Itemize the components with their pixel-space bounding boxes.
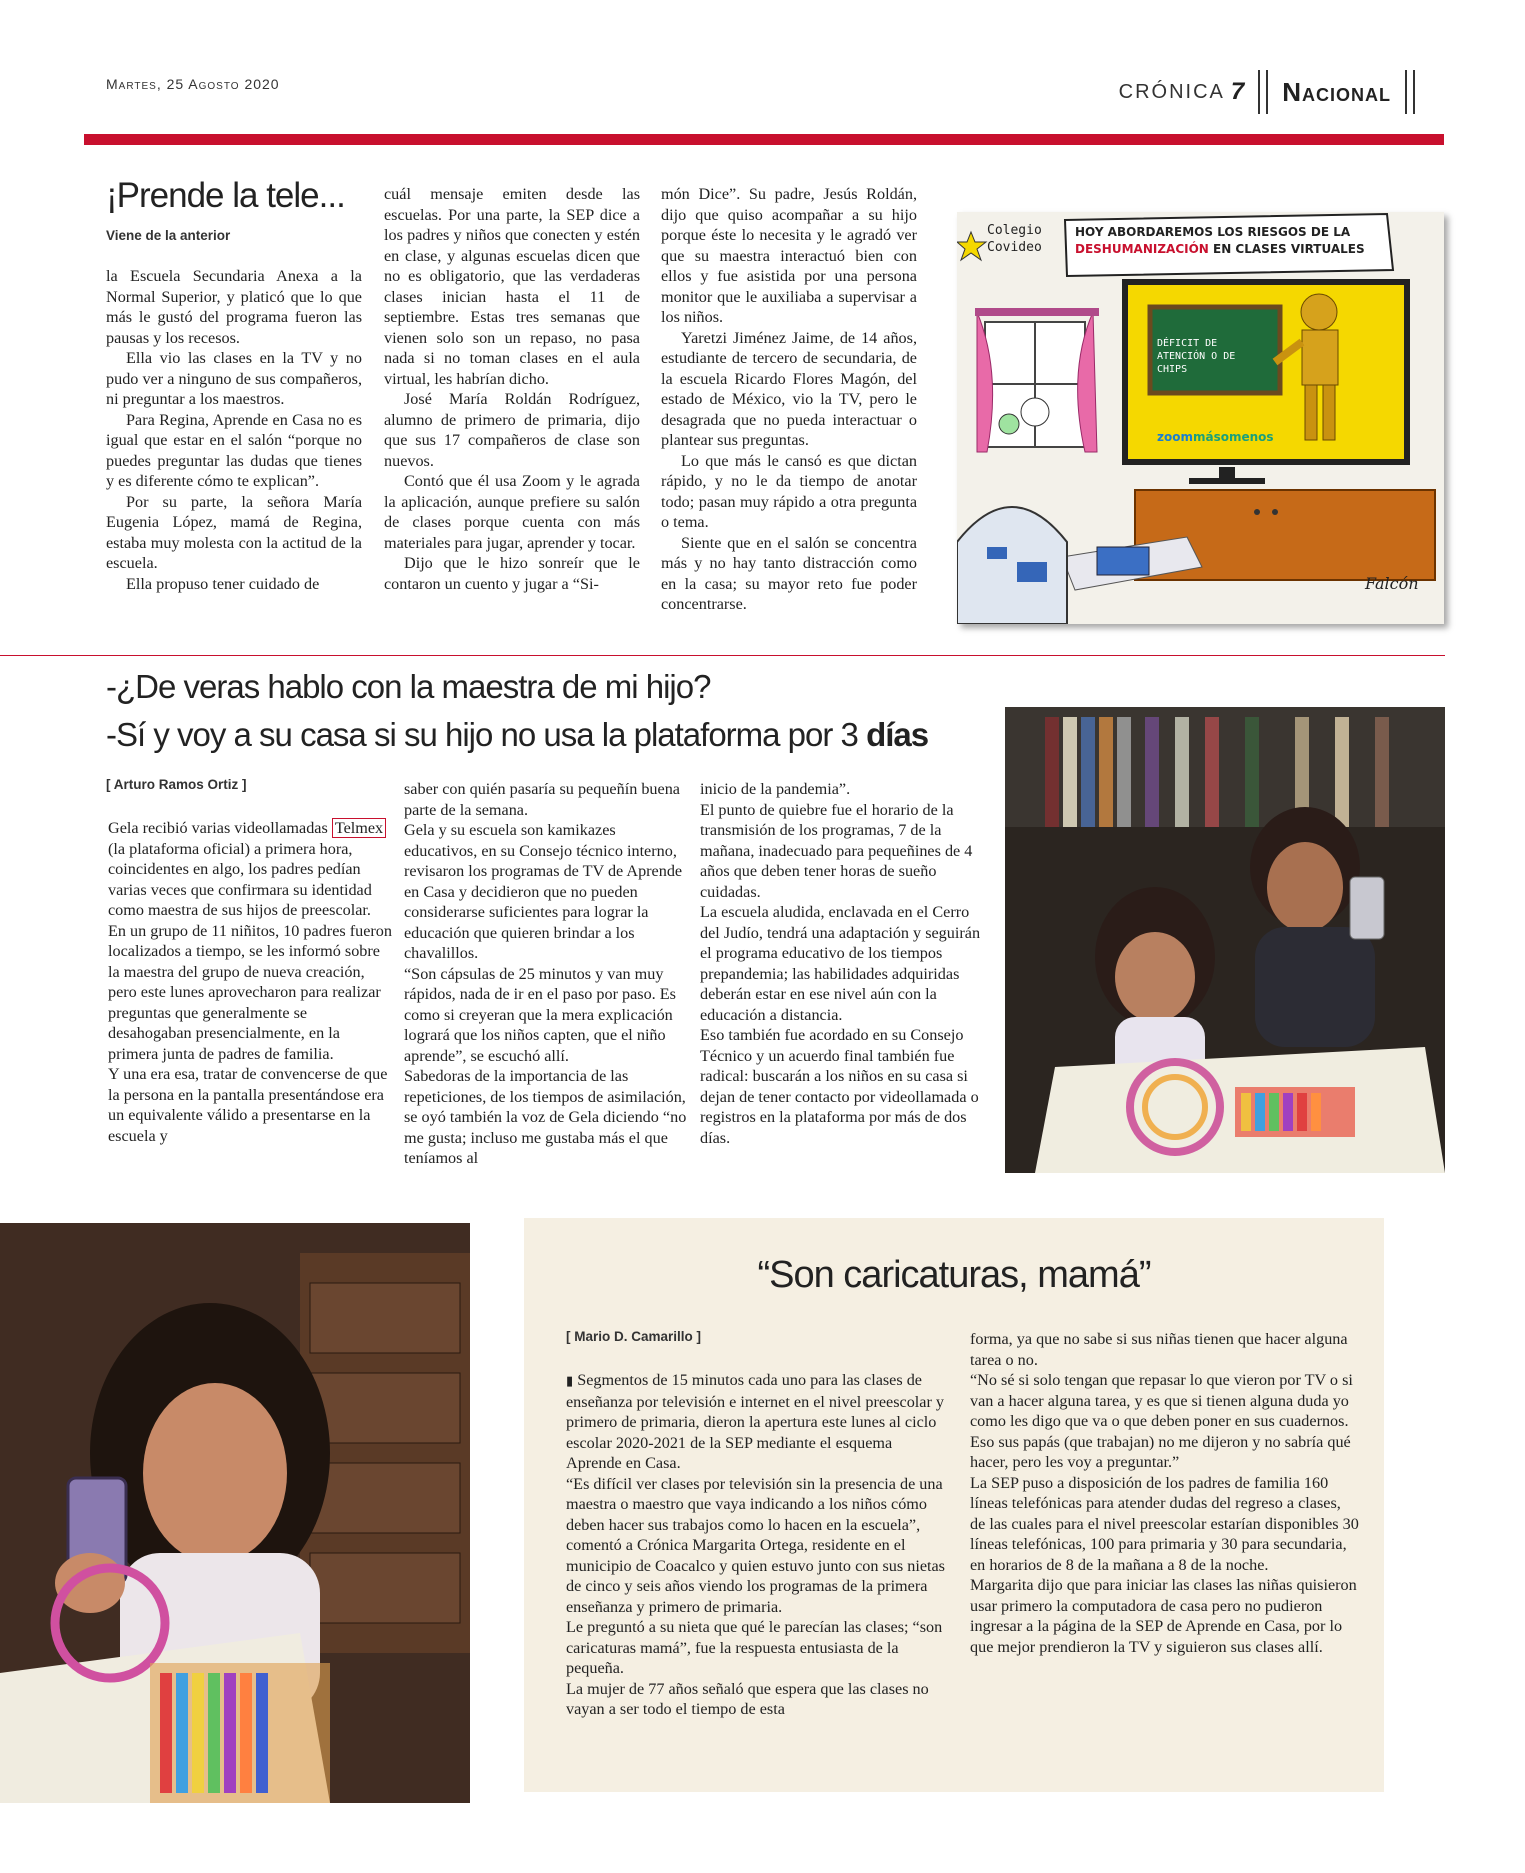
article2-col3 xyxy=(700,779,990,1148)
article2-col1 xyxy=(108,818,392,1146)
section-separator xyxy=(0,655,1445,656)
paragraph: món Dice”. Su padre, Jesús Roldán, dijo que quiso acompañar a su hijo porque éste lo necesita y le agradó ver que su maestra interactuó bien con ellos y fue asistida por una persona monitor que le auxiliaba a supervisar a los niños. xyxy=(661,185,917,326)
paragraph: Le preguntó a su nieta que qué le parecían las clases; “son caricaturas mamá”, fue la respuesta entusiasta de la pequeña. xyxy=(566,1618,943,1677)
article3-col1 xyxy=(566,1370,951,1720)
article1-title: ¡Prende la tele... xyxy=(106,176,345,215)
article1-col3 xyxy=(661,184,917,615)
divider-bars xyxy=(1258,70,1268,114)
paragraph: La SEP puso a disposición de los padres de familia 160 líneas telefónicas para atender dudas del regreso a clases, de las cuales para el nivel preescolar estarían disponibles 30 líneas telefónicas, 100 para primaria y 30 para secundaria, en horarios de 8 de la mañana a 8 de la noche. xyxy=(970,1473,1359,1574)
page-date: Martes, 25 Agosto 2020 xyxy=(106,76,280,92)
photo-child-phone-image xyxy=(0,1223,470,1803)
paragraph: Yaretzi Jiménez Jaime, de 14 años, estudiante de tercero de secundaria, de la escuela Ricardo Flores Magón, del estado de México, vio la TV, pero le desagrada que no pueda interactuar o plantear sus preguntas. xyxy=(661,328,917,449)
article3-byline: [ Mario D. Camarillo ] xyxy=(566,1329,702,1344)
paragraph: Ella vio las clases en la TV y no pudo ver a ninguno de sus compañeros, ni preguntar a los maestros. xyxy=(106,349,362,408)
paragraph: Por su parte, la señora María Eugenia López, mamá de Regina, estaba muy molesta con la actitud de la escuela. xyxy=(106,492,362,572)
page-number: 7 xyxy=(1230,78,1245,105)
cartoon-screen-brand xyxy=(1157,430,1274,444)
cartoon-drawing xyxy=(957,212,1444,624)
article1-col1 xyxy=(106,266,362,594)
text: Segmentos de 15 minutos cada uno para las clases de enseñanza por televisión e internet en el nivel preescolar y primero de primaria, dieron la apertura este lunes al ciclo escolar 2020-2021 de la SEP mediante el esquema Aprende en Casa. xyxy=(566,1371,944,1472)
title-line2-bold: días xyxy=(866,716,929,753)
brand-b: másomenos xyxy=(1192,430,1274,444)
section-name: Nacional xyxy=(1282,76,1391,107)
article2-col2 xyxy=(404,779,692,1169)
masthead xyxy=(1119,70,1415,114)
article3-title: “Son caricaturas, mamá” xyxy=(757,1254,1151,1296)
paragraph: La mujer de 77 años señaló que espera que las clases no vayan a ser todo el tiempo de esta xyxy=(566,1679,929,1718)
article2-title-line2 xyxy=(106,716,928,754)
paragraph: José María Roldán Rodríguez, alumno de primero de primaria, dijo que sus 17 compañeros de clase son nuevos. xyxy=(384,390,640,470)
paragraph: Ella propuso tener cuidado de xyxy=(126,574,320,593)
paragraph: Contó que él usa Zoom y le agrada la aplicación, aunque prefiere su salón de clases porque cuenta con más materiales para jugar, aprender y tocar. xyxy=(384,472,640,552)
paragraph: En un grupo de 11 niñitos, 10 padres fueron localizados a tiempo, se les informó sobre la maestra del grupo de nueva creación, pero este lunes aprovecharon para realizar preguntas que generalmente se desahogaban presencialmente, en la primera junta de padres de familia. xyxy=(108,921,392,1063)
paragraph: inicio de la pandemia”. xyxy=(700,780,851,798)
cartoon-school: Colegio Covideo xyxy=(987,223,1042,255)
paragraph: Gela y su escuela son kamikazes educativos, en su Consejo técnico interno, revisaron los programas de TV de Aprende en Casa y decidieron que no pueden considerarse suficientes para lograr la educación que quieren brindar a los chavalillos. xyxy=(404,821,683,962)
brand-a: zoom xyxy=(1157,430,1193,444)
publication-name: CRÓNICA xyxy=(1118,80,1225,103)
article2-title-line1: -¿De veras hablo con la maestra de mi hijo? xyxy=(106,668,711,705)
article2-byline: [ Arturo Ramos Ortiz ] xyxy=(106,777,247,792)
header-red-bar xyxy=(84,134,1444,145)
paragraph xyxy=(566,1370,951,1474)
article3-col2 xyxy=(970,1329,1360,1657)
divider-bars-right xyxy=(1405,70,1415,114)
caption-part-a: HOY ABORDAREMOS LOS RIESGOS DE LA xyxy=(1075,225,1351,239)
telmex-highlight: Telmex xyxy=(332,818,386,838)
paragraph: saber con quién pasaría su pequeñín buena parte de la semana. xyxy=(404,780,680,819)
paragraph: Sabedoras de la importancia de las repeticiones, de los tiempos de asimilación, se oyó también la voz de Gela diciendo “no me gusta; incluso me gustaba más el que teníamos al xyxy=(404,1067,687,1167)
paragraph: “Son cápsulas de 25 minutos y van muy rápidos, nada de ir en el paso por paso. Es como si creyeran que la mera explicación logrará que los niños capten, que el niño aprende”, se escuchó allí. xyxy=(404,964,676,1065)
text: Gela recibió varias videollamadas xyxy=(108,819,328,837)
bullet-icon: ▮ xyxy=(566,1373,574,1388)
paragraph: Para Regina, Aprende en Casa no es igual que estar en el salón “porque no puedes preguntar las dudas que tienes y es diferente cómo te explican”. xyxy=(106,410,362,490)
photo-child-coloring xyxy=(1005,707,1445,1173)
caption-part-b: EN CLASES VIRTUALES xyxy=(1213,242,1365,256)
paragraph: El punto de quiebre fue el horario de la transmisión de los programas, 7 de la mañana, inadecuado para pequeñines de 4 años que deben tener horas de sueño cuidadas. xyxy=(700,800,973,901)
paragraph: “No sé si solo tengan que repasar lo que vieron por TV o si van a hacer alguna tarea, y es que si tienen alguna duda yo como les digo que va o que deben poner en sus cuadernos. Eso sus papás (que trabajan) no me dijeron y no sabría qué hacer, pero les voy a preguntar.” xyxy=(970,1371,1353,1471)
cartoon-caption xyxy=(1075,224,1385,258)
paragraph: Dijo que le hizo sonreír que le contaron un cuento y jugar a “Si- xyxy=(384,554,640,593)
caption-highlight: DESHUMANIZACIÓN xyxy=(1075,242,1209,256)
title-line2-text: -Sí y voy a su casa si su hijo no usa la plataforma por 3 xyxy=(106,716,858,753)
paragraph xyxy=(108,818,392,921)
cartoon-signature: Falcón xyxy=(1365,574,1419,593)
paragraph: Eso también fue acordado en su Consejo Técnico y un acuerdo final también fue radical: buscarán a los niños en su casa si dejan de tener contacto por videollamada o registros en la plataforma por más de dos días. xyxy=(700,1026,979,1147)
paragraph: Y una era esa, tratar de convencerse de que la persona en la pantalla presentándose era un equivalente válido a presentarse en la escuela y xyxy=(108,1065,388,1145)
paragraph: forma, ya que no sabe si sus niñas tienen que hacer alguna tarea o no. xyxy=(970,1330,1348,1369)
paragraph: Lo que más le cansó es que dictan rápido, y no le da tiempo de anotar todo; pasan muy rápido a otra pregunta o tema. xyxy=(661,451,917,531)
byline-name: Mario D. Camarillo xyxy=(574,1329,693,1344)
paragraph: cuál mensaje emiten desde las escuelas. Por una parte, la SEP dice a los padres y niños que conecten y estén en clase, y algunas escuelas dicen que no es obligatorio, que las verdaderas clases inician hasta el 11 de septiembre. Estas tres semanas que vienen solo son un repaso, no pasa nada si no toman clases en el aula virtual, les habrían dicho. xyxy=(384,185,640,388)
paragraph: Siente que en el salón se concentra más y no hay tanto distracción como en la casa; su mayor reto fue poder concentrarse. xyxy=(661,533,917,613)
article1-continued: Viene de la anterior xyxy=(106,228,231,243)
cartoon xyxy=(957,212,1444,624)
article1-col2 xyxy=(384,184,640,594)
paragraph: la Escuela Secundaria Anexa a la Normal Superior, y platicó que lo que más le gustó del programa fueron las pausas y los recesos. xyxy=(106,267,362,347)
photo-child-coloring-image xyxy=(1005,707,1445,1173)
paragraph: La escuela aludida, enclavada en el Cerro del Judío, tendrá una adaptación y seguirán el programa educativo de los tiempos prepandemia; las habilidades adquiridas deberán estar en ese nivel aún con la educación a distancia. xyxy=(700,903,981,1024)
photo-child-phone xyxy=(0,1223,470,1803)
paragraph: Margarita dijo que para iniciar las clases las niñas quisieron usar primero la computadora de casa pero no pudieron ingresar a la página de la SEP de Aprende en Casa, por lo que mejor prendieron la TV y siguieron sus clases allí. xyxy=(970,1576,1357,1656)
byline-name: Arturo Ramos Ortiz xyxy=(113,777,239,792)
text: (la plataforma oficial) a primera hora, coincidentes en algo, los padres pedían varias veces que confirmara su identidad como maestra de sus hijos de preescolar. xyxy=(108,839,372,919)
paragraph: “Es difícil ver clases por televisión sin la presencia de una maestra o maestro que vaya indicando a los niños cómo deben hacer sus trabajos como lo hacen en la escuela”, comentó a Crónica Margarita Ortega, residente en el municipio de Coacalco y quien estuvo junto con sus nietas de cinco y seis años viendo los programas de la primera enseñanza y primero de primaria. xyxy=(566,1474,945,1616)
cartoon-board-text: DÉFICIT DE ATENCIÓN O DE CHIPS xyxy=(1157,338,1236,375)
